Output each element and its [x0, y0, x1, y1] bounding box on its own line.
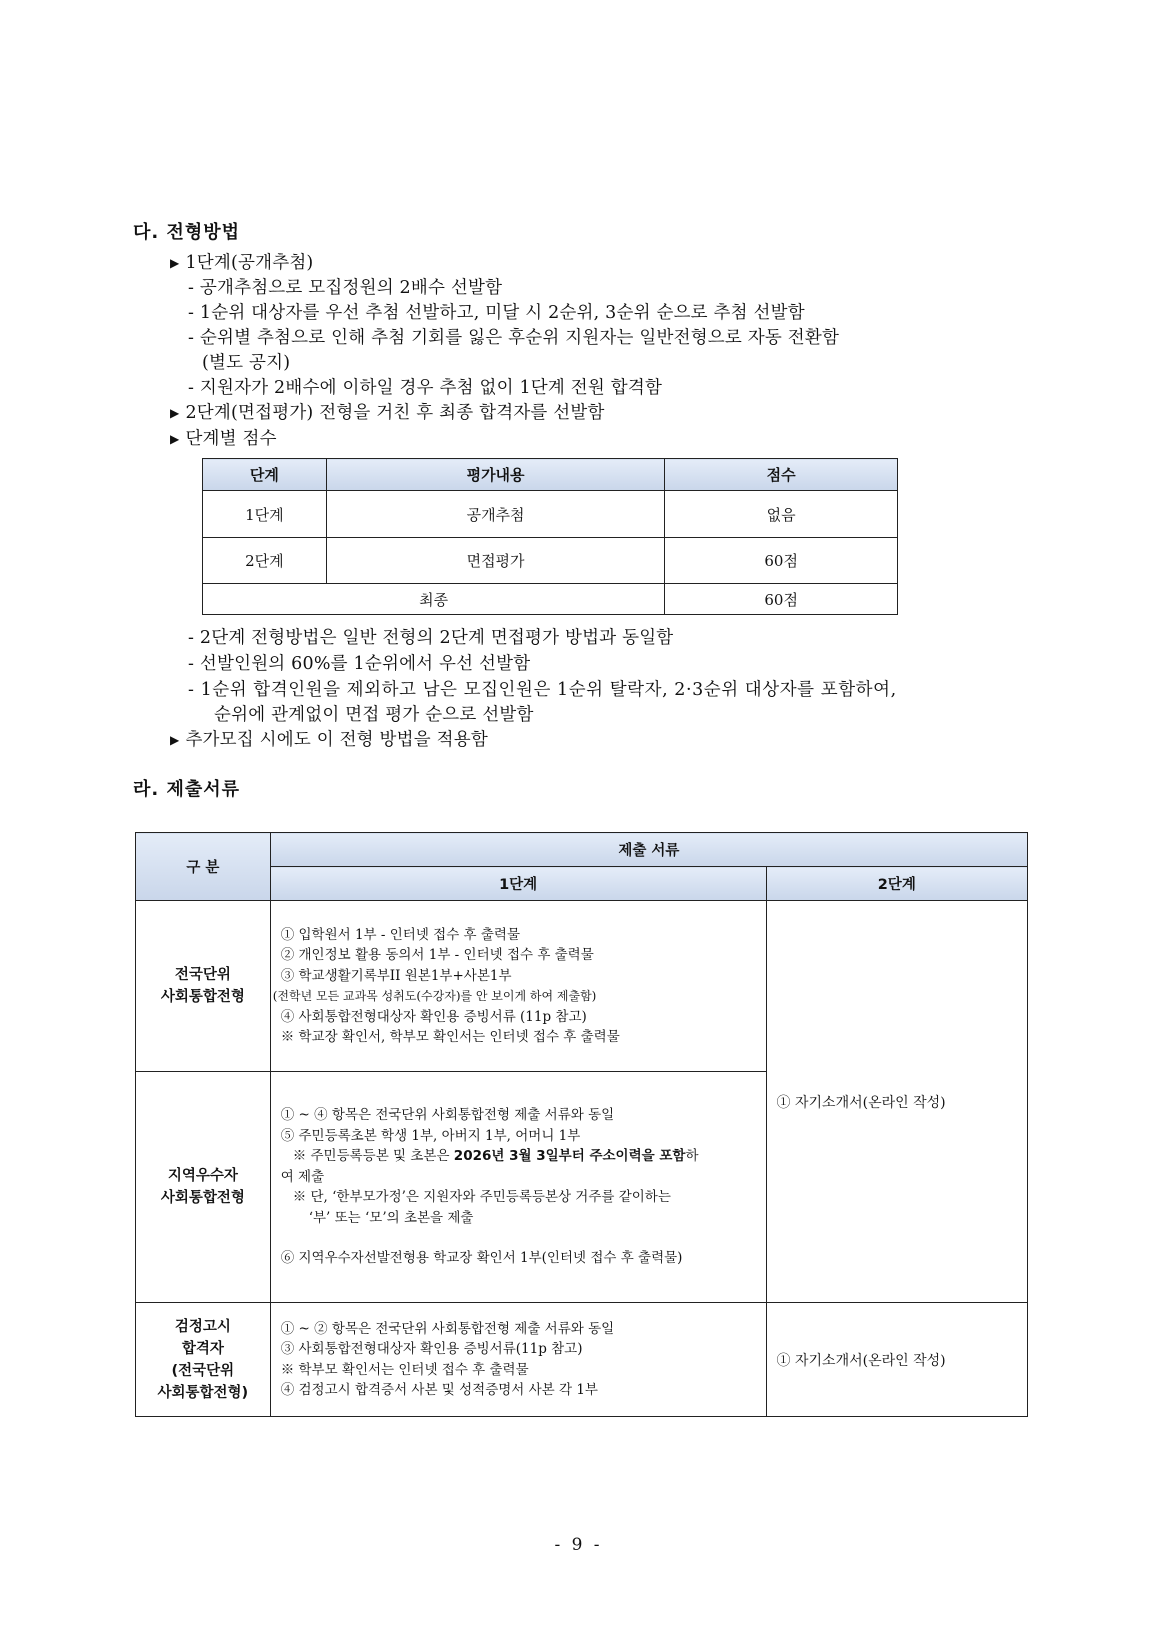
category-text: 검정고시: [174, 1318, 231, 1335]
category-text: 사회통합전형: [160, 1190, 245, 1206]
step1-item: - 지원자가 2배수에 이하일 경우 추첨 없이 1단계 전원 합격함: [188, 378, 663, 398]
doc-item: ※ 단, ‘한부모가정’은 지원자와 주민등록등본상 거주를 같이하는: [292, 1189, 671, 1206]
category-cell: [136, 901, 271, 1072]
doc-item: ③ 사회통합전형대상자 확인용 증빙서류(11p 참고): [280, 1341, 583, 1357]
stage1-docs-cell: [270, 1072, 766, 1303]
step1-title: 1단계(공개추첨): [185, 253, 314, 273]
doc-item: 여 제출: [280, 1168, 325, 1185]
doc-item: [281, 1146, 766, 1167]
cell: 없음: [665, 491, 898, 538]
table-row-final: [203, 584, 898, 615]
triangle-bullet-icon: ▶: [170, 406, 180, 420]
doc-item: ④ 사회통합전형대상자 확인용 증빙서류 (11p 참고): [280, 1008, 587, 1025]
page-number: - 9 -: [554, 1535, 603, 1555]
documents-table: [135, 832, 1028, 1417]
score-title: 단계별 점수: [185, 429, 277, 449]
cell: 60점: [665, 538, 898, 584]
category-cell: [136, 1303, 271, 1417]
step1-item: (별도 공지): [202, 353, 291, 373]
doc-item-text: ※ 주민등록등본 및 초본은: [292, 1148, 454, 1165]
doc-item: ⑤ 주민등록초본 학생 1부, 아버지 1부, 어머니 1부: [280, 1127, 581, 1144]
category-header: 구 분: [136, 833, 271, 901]
note-item: - 2단계 전형방법은 일반 전형의 2단계 면접평가 방법과 동일함: [188, 628, 674, 648]
header-eval: 평가내용: [326, 459, 664, 491]
doc-item: ※ 학부모 확인서는 인터넷 접수 후 출력물: [280, 1361, 529, 1378]
header-stage: 단계: [203, 459, 327, 491]
doc-item: ① 입학원서 1부 - 인터넷 접수 후 출력물: [280, 926, 520, 943]
doc-item: ⑥ 지역우수자선발전형용 학교장 확인서 1부(인터넷 접수 후 출력물): [280, 1250, 683, 1267]
cell: 공개추첨: [326, 491, 664, 538]
section-heading-selection-method: 다. 전형방법: [133, 222, 241, 243]
cell: 1단계: [203, 491, 327, 538]
header-score: 점수: [665, 459, 898, 491]
spacer: [281, 1228, 766, 1248]
step2-text: 2단계(면접평가) 전형을 거친 후 최종 합격자를 선발함: [185, 403, 605, 423]
doc-item: ※ 학교장 확인서, 학부모 확인서는 인터넷 접수 후 출력물: [280, 1029, 620, 1045]
step1-title-line: [170, 249, 313, 274]
table-row: [136, 901, 1028, 1072]
step1-item: - 1순위 대상자를 우선 추첨 선발하고, 미달 시 2순위, 3순위 순으로 추첨 선발함: [188, 303, 805, 323]
score-table: [202, 458, 898, 615]
doc-item-text: 하: [685, 1148, 699, 1165]
category-text: 사회통합전형): [157, 1384, 249, 1401]
doc-item: ② 개인정보 활용 동의서 1부 - 인터넷 접수 후 출력물: [280, 947, 594, 963]
doc-item-note: (전학년 모든 교과목 성취도(수강자)를 안 보이게 하여 제출함): [272, 989, 597, 1003]
stage1-docs-cell: [270, 901, 766, 1072]
step1-item: - 순위별 추첨으로 인해 추첨 기회를 잃은 후순위 지원자는 일반전형으로 자동 전환함: [188, 328, 840, 348]
docs-header: 제출 서류: [270, 833, 1027, 867]
stage1-docs-cell: [270, 1303, 766, 1417]
category-text: 지역우수자: [167, 1168, 238, 1184]
section-heading-documents: 라. 제출서류: [133, 779, 241, 800]
final-label: 최종: [203, 584, 665, 615]
stage2-docs-cell: ① 자기소개서(온라인 작성): [766, 901, 1027, 1303]
doc-item: ① ~ ④ 항목은 전국단위 사회통합전형 제출 서류와 동일: [280, 1107, 615, 1124]
category-cell: [136, 1072, 271, 1303]
doc-item: ‘부’ 또는 ‘모’의 초본을 제출: [308, 1209, 474, 1226]
note-item: 순위에 관계없이 면접 평가 순으로 선발함: [214, 705, 534, 725]
score-table-header: [203, 459, 898, 491]
doc-item: ③ 학교생활기록부II 원본1부+사본1부: [280, 967, 512, 984]
table-row: [136, 1303, 1028, 1417]
step2-line: [170, 399, 605, 424]
triangle-bullet-icon: ▶: [170, 432, 180, 446]
doc-item-emphasis: 2026년 3월 3일부터 주소이력을 포함: [453, 1148, 686, 1165]
step1-item: - 공개추첨으로 모집정원의 2배수 선발함: [188, 278, 503, 298]
additional-line: [170, 726, 488, 751]
cell: 면접평가: [326, 538, 664, 584]
triangle-bullet-icon: ▶: [170, 256, 180, 270]
stage2-docs-cell: ① 자기소개서(온라인 작성): [766, 1303, 1027, 1417]
doc-item: ① ~ ② 항목은 전국단위 사회통합전형 제출 서류와 동일: [280, 1320, 615, 1337]
triangle-bullet-icon: ▶: [170, 733, 180, 747]
stage1-header: 1단계: [270, 867, 766, 901]
final-score: 60점: [665, 584, 898, 615]
category-text: 전국단위: [174, 967, 231, 983]
cell: 2단계: [203, 538, 327, 584]
category-text: 합격자: [181, 1340, 224, 1357]
doc-item: ④ 검정고시 합격증서 사본 및 성적증명서 사본 각 1부: [280, 1382, 598, 1398]
stage2-header: 2단계: [766, 867, 1027, 901]
note-item: - 선발인원의 60%를 1순위에서 우선 선발함: [188, 654, 531, 674]
table-row: [203, 538, 898, 584]
table-row: [203, 491, 898, 538]
category-text: (전국단위: [171, 1362, 235, 1379]
category-text: 사회통합전형: [160, 989, 245, 1005]
score-title-line: [170, 425, 277, 450]
note-item: - 1순위 합격인원을 제외하고 남은 모집인원은 1순위 탈락자, 2·3순위 대상자를 포함하여,: [188, 680, 897, 700]
additional-text: 추가모집 시에도 이 전형 방법을 적용함: [185, 730, 488, 750]
